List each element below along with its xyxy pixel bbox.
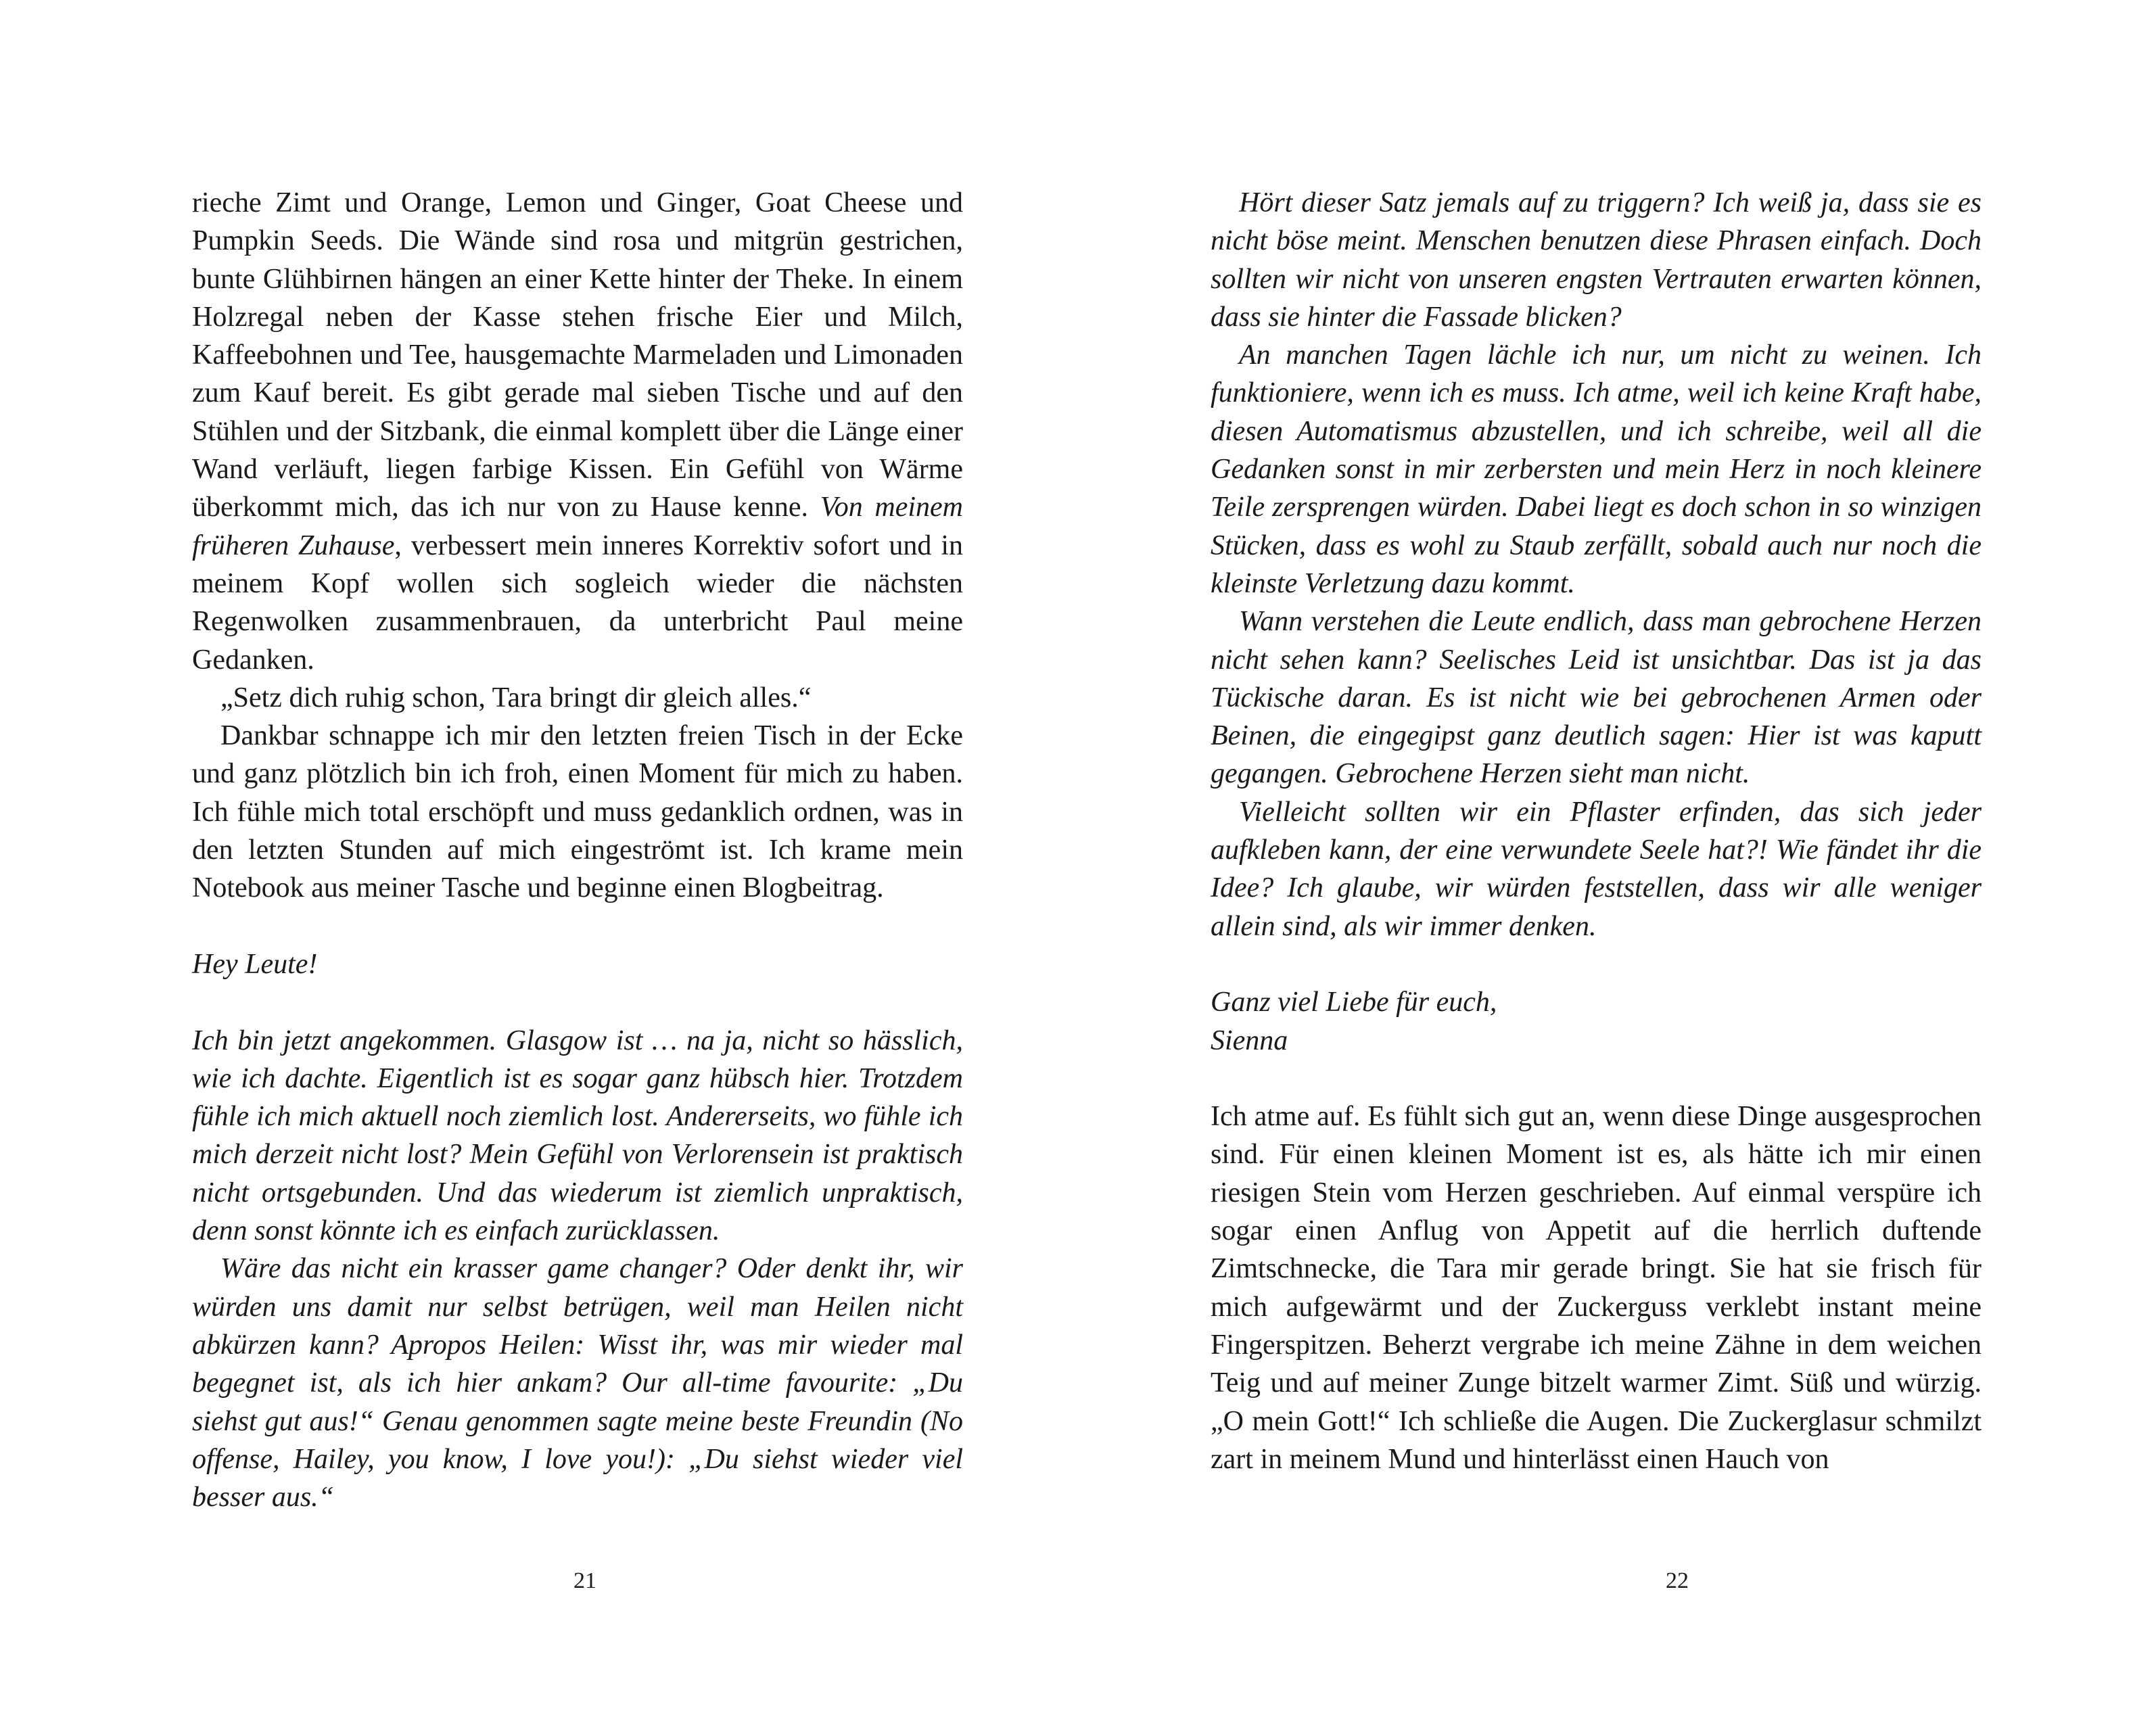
paragraph-dialogue: „Setz dich ruhig schon, Tara bringt dir gleich alles.“ [220, 682, 812, 713]
right-page-text [1211, 184, 1982, 1478]
blank-line [1211, 1060, 1982, 1098]
page-number: 21 [573, 1568, 596, 1593]
paragraph-text: rieche Zimt und Orange, Lemon und Ginger, Goat Cheese und Pumpkin Seeds. Die Wände sind rosa und mitgrün gestrichen, bunte Glühbirnen hängen an einer Kette hinter der Theke. In einem Holzregal neben der Kasse stehen frische Eier und Milch, Kaffeebohnen und Tee, hausgemachte Marmeladen und Limonaden zum Kauf bereit. Es gibt gerade mal sieben Tische und auf den Stühlen und der Sitzbank, die einmal komplett über die Länge einer Wand verläuft, liegen farbige Kissen. Ein Gefühl von Wärme überkommt mich, das ich nur von zu Hause kenne. [192, 187, 963, 523]
blog-signoff: Ganz viel Liebe für euch, [1211, 987, 1497, 1018]
blank-line [192, 983, 963, 1021]
blog-paragraph: Vielleicht sollten wir ein Pflaster erfinden, das sich jeder aufkleben kann, der eine verwundete Seele hat?! Wie fändet ihr die Idee? Ich glaube, wir würden feststellen, dass wir alle weniger allein sind, als wir immer denken. [1211, 796, 1982, 942]
paragraph-narration: Dankbar schnappe ich mir den letzten freien Tisch in der Ecke und ganz plötzlich bin ich froh, einen Moment für mich zu haben. Ich fühle mich total erschöpft und muss gedanklich ordnen, was in den letzten Stunden auf mich eingeströmt ist. Ich krame mein Notebook aus meiner Tasche und beginne einen Blogbeitrag. [192, 720, 963, 904]
blog-paragraph: An manchen Tagen lächle ich nur, um nicht zu weinen. Ich funktioniere, wenn ich es muss. Ich atme, weil ich keine Kraft habe, diesen Automatismus abzustellen, und ich schreibe, weil all die Gedanken sonst in mir zerbersten und mein Herz in noch kleinere Teile zersprengen würden. Dabei liegt es doch schon in so winzigen Stücken, dass es wohl zu Staub zerfällt, sobald auch nur noch die kleinste Verletzung dazu kommt. [1211, 339, 1982, 599]
blog-paragraph: Wann verstehen die Leute endlich, dass man gebrochene Herzen nicht sehen kann? Seelisches Leid ist unsichtbar. Das ist ja das Tückische daran. Es ist nicht wie bei gebrochenen Armen oder Beinen, die eingegipst ganz deutlich sagen: Hier ist was kaputt gegangen. Gebrochene Herzen sieht man nicht. [1211, 606, 1982, 790]
blog-signature: Sienna [1211, 1025, 1288, 1056]
blank-line [192, 908, 963, 945]
paragraph-narration: Ich atme auf. Es fühlt sich gut an, wenn diese Dinge ausgesprochen sind. Für einen kleinen Moment ist es, als hätte ich mir einen riesigen Stein vom Herzen geschrieben. Auf einmal verspüre ich sogar einen Anflug von Appetit auf die herrlich duftende Zimtschnecke, die Tara mir gerade bringt. Sie hat sie frisch für mich aufgewärmt und der Zuckerguss verklebt instant meine Fingerspitzen. Beherzt vergrabe ich meine Zähne in dem weichen Teig und auf meiner Zunge bitzelt warmer Zimt. Süß und würzig. „O mein Gott!“ Ich schließe die Augen. Die Zuckerglasur schmilzt zart in meinem Mund und hinterlässt einen Hauch von [1211, 1101, 1982, 1475]
emphasis-text: Von meinem früheren Zuhause [192, 492, 964, 561]
page-number: 22 [1666, 1568, 1689, 1593]
left-page-text [192, 184, 963, 1516]
blog-paragraph: Ich bin jetzt angekommen. Glasgow ist … na ja, nicht so hässlich, wie ich dachte. Eigentlich ist es sogar ganz hübsch hier. Trotzdem fühle ich mich aktuell noch ziemlich lost. Andererseits, wo fühle ich mich derzeit nicht lost? Mein Gefühl von Verlorensein ist praktisch nicht ortsgebunden. Und das wiederum ist ziemlich unpraktisch, denn sonst könnte ich es einfach zurücklassen. [192, 1025, 963, 1247]
blank-line [1211, 945, 1982, 983]
right-page [1078, 0, 2156, 1717]
blog-paragraph: Wäre das nicht ein krasser game changer? Oder denkt ihr, wir würden uns damit nur selbst betrügen, weil man Heilen nicht abkürzen kann? Apropos Heilen: Wisst ihr, was mir wieder mal begegnet ist, als ich hier ankam? Our all-time favourite: „Du siehst gut aus!“ Genau genommen sagte meine beste Freundin (No offense, Hailey, you know, I love you!): „Du siehst wieder viel besser aus.“ [192, 1253, 963, 1513]
paragraph-text: , verbessert mein inneres Korrektiv sofort und in meinem Kopf wollen sich sogleich wieder die nächsten Regenwolken zusammenbrauen, da unterbricht Paul meine Gedanken. [192, 530, 963, 676]
blog-greeting: Hey Leute! [192, 948, 318, 980]
blog-paragraph: Hört dieser Satz jemals auf zu triggern? Ich weiß ja, dass sie es nicht böse meint. Menschen benutzen diese Phrasen einfach. Doch sollten wir nicht von unseren engsten Vertrauten erwarten können, dass sie hinter die Fassade blicken? [1211, 187, 1982, 333]
paragraph-cafe-description [192, 184, 963, 679]
